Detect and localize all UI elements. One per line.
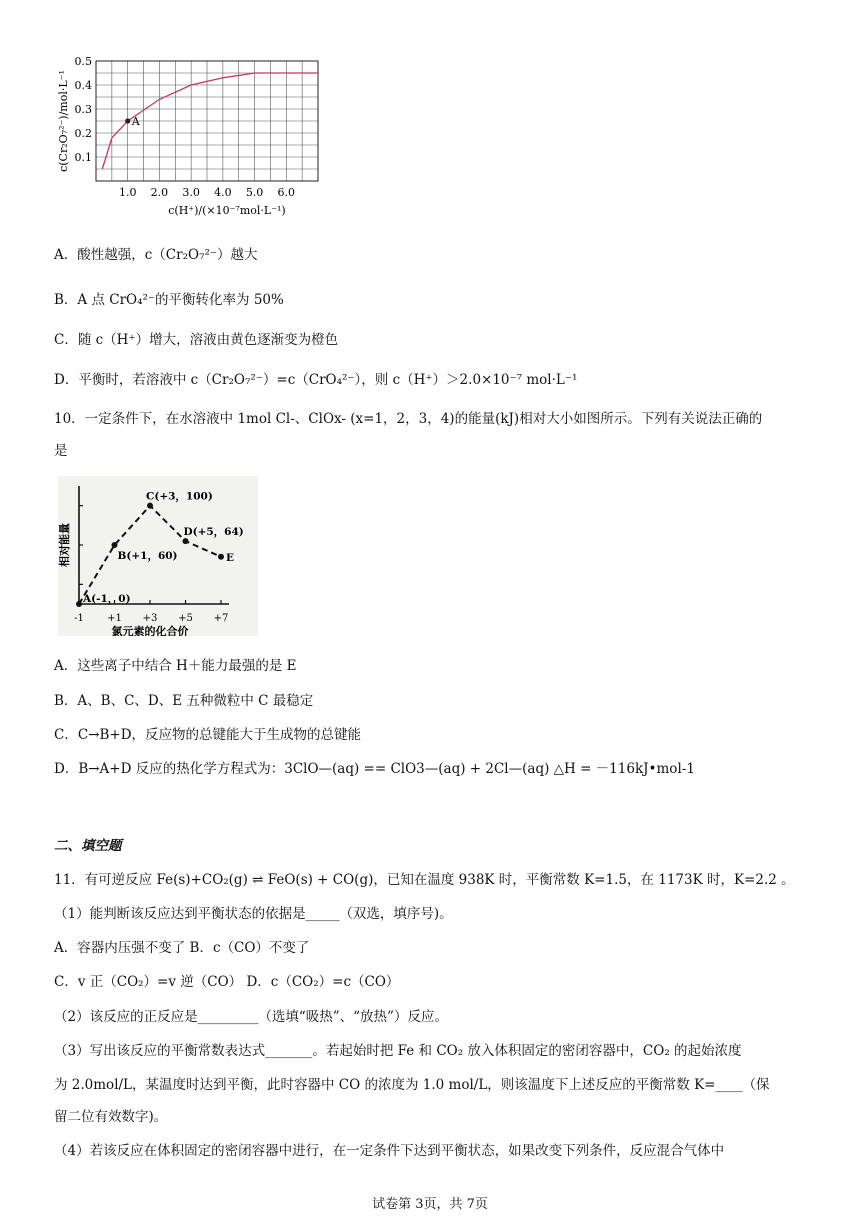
energy-point-label: B(+1，60) [117, 550, 178, 562]
x-tick-label: 1.0 [118, 186, 137, 199]
q9-option-c: C．随 c（H⁺）增大，溶液由黄色逐渐变为橙色 [54, 332, 339, 348]
x-tick-label: +1 [107, 613, 122, 624]
y-tick-label: 0.5 [74, 55, 92, 68]
q9-option-d: D．平衡时，若溶液中 c（Cr₂O₇²⁻）=c（CrO₄²⁻），则 c（H⁺）＞2.0×10⁻⁷ mol·L⁻¹ [54, 372, 578, 388]
q10-option-d: D．B→A+D 反应的热化学方程式为：3ClO—(aq) == ClO3—(aq) + 2Cl—(aq) △H = －116kJ•mol-1 [54, 761, 695, 777]
chart-dichromate-vs-h [54, 52, 344, 230]
q10-option-a: A．这些离子中结合 H＋能力最强的是 E [54, 658, 297, 674]
x-tick-label: +3 [142, 613, 158, 624]
q11-options-cd: C．v 正（CO₂）=v 逆（CO） D．c（CO₂）=c（CO） [54, 974, 400, 990]
q10-option-b: B．A、B、C、D、E 五种微粒中 C 最稳定 [54, 693, 314, 709]
x-tick-label: 2.0 [150, 186, 169, 199]
q9-option-b: B．A 点 CrO₄²⁻的平衡转化率为 50% [54, 292, 284, 308]
x-axis-label: c(H⁺)/(×10⁻⁷mol·L⁻¹) [168, 204, 286, 217]
q11-part3-line3: 留二位有效数字)。 [54, 1109, 168, 1125]
energy-point-label: D(+5，64) [183, 526, 244, 539]
section-title-fill-in: 二、填空题 [54, 838, 122, 854]
q10-stem-line1: 10．一定条件下，在水溶液中 1mol Cl-、ClOx- (x=1，2，3，4)的能量(kJ)相对大小如图所示。下列有关说法正确的 [54, 411, 763, 427]
energy-point [183, 538, 189, 544]
y-tick-label: 0.2 [74, 127, 92, 140]
x-tick-label: 3.0 [182, 186, 200, 199]
x-tick-label: +5 [178, 613, 193, 624]
y-tick-label: 0.1 [74, 151, 92, 164]
page-footer: 试卷第 3页，共 7页 [372, 1197, 488, 1212]
energy-point [112, 542, 118, 548]
x-tick-label: -1 [74, 613, 84, 624]
point-a-marker [125, 118, 130, 123]
q11-part4: （4）若该反应在体积固定的密闭容器中进行，在一定条件下达到平衡状态，如果改变下列条件，反应混合气体中 [54, 1143, 725, 1159]
y-tick-label: 0.3 [74, 103, 92, 116]
chart-chlorine-energy [58, 476, 258, 636]
energy-point-label: C(+3，100) [146, 490, 213, 503]
x-tick-label: 6.0 [277, 186, 296, 199]
q11-part3-line2: 为 2.0mol/L，某温度时达到平衡，此时容器中 CO 的浓度为 1.0 mol/L，则该温度下上述反应的平衡常数 K=____（保 [54, 1077, 770, 1093]
y-tick-label: 0.4 [74, 79, 92, 92]
q10-option-c: C．C→B+D，反应物的总键能大于生成物的总键能 [54, 727, 362, 743]
point-a-label: A [131, 115, 140, 128]
q11-options-ab: A．容器内压强不变了 B．c（CO）不变了 [54, 940, 310, 956]
energy-point [76, 601, 82, 607]
q11-part1: （1）能判断该反应达到平衡状态的依据是_____（双选，填序号)。 [54, 906, 453, 922]
q10-stem-line2: 是 [54, 443, 68, 459]
y-axis-label: c(Cr₂O₇²⁻)/mol·L⁻¹ [57, 70, 70, 172]
x-tick-label: 5.0 [245, 186, 264, 199]
y-axis-label: 相对能量 [58, 523, 71, 567]
energy-point [218, 554, 224, 560]
q11-stem: 11．有可逆反应 Fe(s)+CO₂(g) ⇌ FeO(s) + CO(g)，已知在温度 938K 时，平衡常数 K=1.5，在 1173K 时，K=2.2 。 [54, 872, 795, 888]
x-tick-label: +7 [213, 613, 229, 624]
q9-option-a: A．酸性越强，c（Cr₂O₇²⁻）越大 [54, 247, 258, 263]
energy-point-label: A(-1，0) [83, 593, 131, 605]
energy-point [147, 503, 153, 509]
chart2-svg [58, 476, 258, 636]
x-axis-label: 氯元素的化合价 [111, 625, 189, 636]
energy-point-label: E [226, 551, 235, 564]
q11-part2: （2）该反应的正反应是_________（选填“吸热”、“放热”）反应。 [54, 1009, 448, 1025]
q11-part3-line1: （3）写出该反应的平衡常数表达式_______。若起始时把 Fe 和 CO₂ 放入体积固定的密闭容器中，CO₂ 的起始浓度 [54, 1043, 742, 1059]
x-tick-label: 4.0 [214, 186, 232, 199]
chart1-svg [54, 52, 344, 230]
